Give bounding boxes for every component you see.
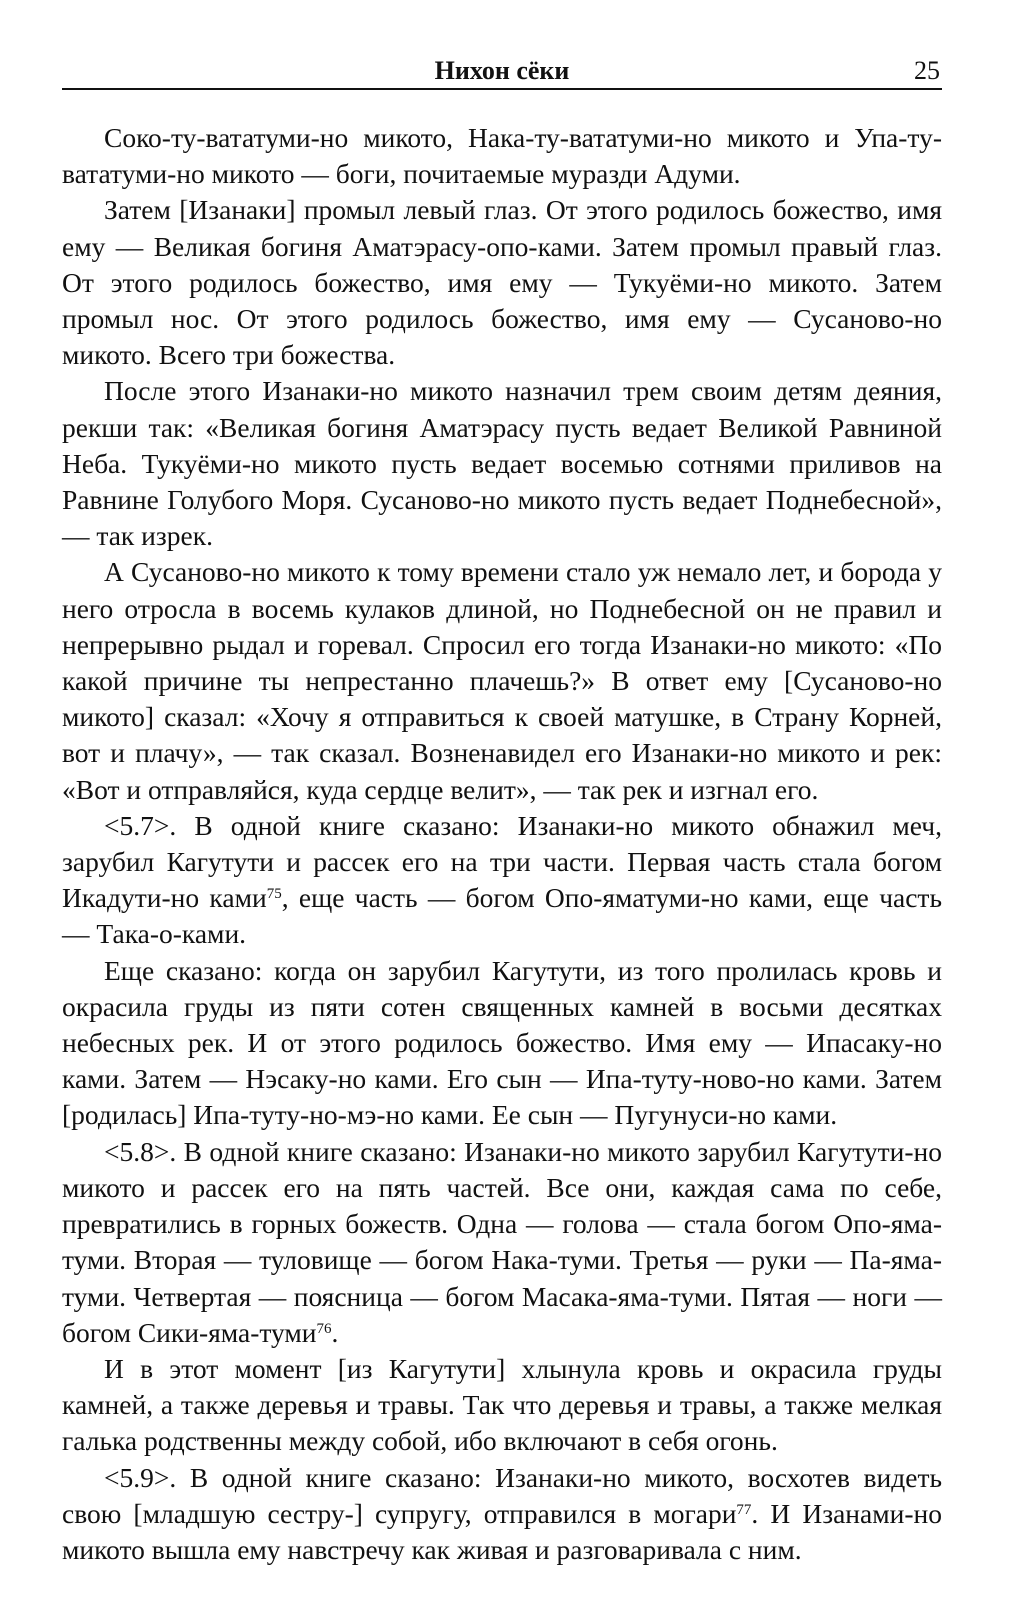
paragraph-text: , еще часть — богом Опо-яматуми-но ками, еще часть — Така-о-ками. xyxy=(62,882,942,950)
footnote-reference: 77 xyxy=(736,1501,752,1518)
running-header xyxy=(62,56,942,90)
paragraph: После этого Изанаки-но микото назначил трем своим детям деяния, рекши так: «Великая богиня Аматэрасу пусть ведает Великой Равниной Неба. Тукуёми-но микото пусть ведает восемью сотнями приливов на Равнине Голубого Моря. Сусаново-но микото пусть ведает Поднебесной», — так изрек. xyxy=(62,375,942,552)
book-page xyxy=(62,0,942,1600)
paragraph-text: . И Изанами-но микото вышла ему навстречу как живая и разговаривала с ним. xyxy=(62,1497,942,1565)
paragraph: Еще сказано: когда он зарубил Кагутути, из того пролилась кровь и окрасила груды из пяти сотен священных камней в восьми десятках небесных рек. И от этого родилось божество. Имя ему — Ипасаку-но ками. Затем — Нэсаку-но ками. Его сын — Ипа-туту-ново-но ками. Затем [родилась] Ипа-туту-но-мэ-но ками. Ее сын — Пугунуси-но ками. xyxy=(62,954,942,1131)
paragraph-text: <5.8>. В одной книге сказано: Изанаки-но микото зарубил Кагутути-но микото и рассек его на пять частей. Все они, каждая сама по себе, превратились в горных божеств. Одна — голова — стала богом Опо-яма-туми. Вторая — туловище — богом Нака-туми. Третья — руки — Па-яма-туми. Четвертая — поясница — богом Масака-яма-туми. Пятая — ноги — богом Сики-яма-туми xyxy=(62,1135,942,1348)
running-title: Нихон сёки xyxy=(434,56,570,85)
paragraph: Соко-ту-вататуми-но микото, Нака-ту-вататуми-но микото и Упа-ту-вататуми-но микото — боги, почитаемые муразди Адуми. xyxy=(62,122,942,190)
paragraph: А Сусаново-но микото к тому времени стало уж немало лет, и борода у него отросла в восемь кулаков длиной, но Поднебесной он не правил и непрерывно рыдал и горевал. Спросил его тогда Изанаки-но микото: «По какой причине ты непрестанно плачешь?» В ответ ему [Сусаново-но микото] сказал: «Хочу я отправиться к своей матушке, в Страну Корней, вот и плачу», — так сказал. Возненавидел его Изанаки-но микото и рек: «Вот и отправляйся, куда сердце велит», — так рек и изгнал его. xyxy=(62,556,942,805)
footnote-reference: 75 xyxy=(266,886,282,903)
paragraph-text: <5.9>. В одной книге сказано: Изанаки-но микото, восхотев видеть свою [младшую сестру-] супругу, отправился в могари xyxy=(62,1461,942,1529)
page-number: 25 xyxy=(914,56,940,85)
footnote-reference: 76 xyxy=(316,1320,332,1337)
paragraph xyxy=(62,1134,942,1351)
paragraph: И в этот момент [из Кагутути] хлынула кровь и окрасила груды камней, а также деревья и травы. Так что деревья и травы, а также мелкая галька родственны между собой, ибо включают в себя огонь. xyxy=(62,1352,942,1457)
paragraph-text: <5.7>. В одной книге сказано: Изанаки-но микото обнажил меч, зарубил Кагутути и рассек его на три части. Первая часть стала богом Икадути-но ками xyxy=(62,809,942,914)
paragraph xyxy=(62,808,942,953)
paragraph xyxy=(62,1460,942,1569)
body-text xyxy=(62,120,942,1568)
paragraph: Затем [Изанаки] промыл левый глаз. От этого родилось божество, имя ему — Великая богиня Аматэрасу-опо-ками. Затем промыл правый глаз. От этого родилось божество, имя ему — Тукуёми-но микото. Затем промыл нос. От этого родилось божество, имя ему — Сусаново-но микото. Всего три божества. xyxy=(62,194,942,371)
paragraph-text: . xyxy=(331,1316,339,1348)
